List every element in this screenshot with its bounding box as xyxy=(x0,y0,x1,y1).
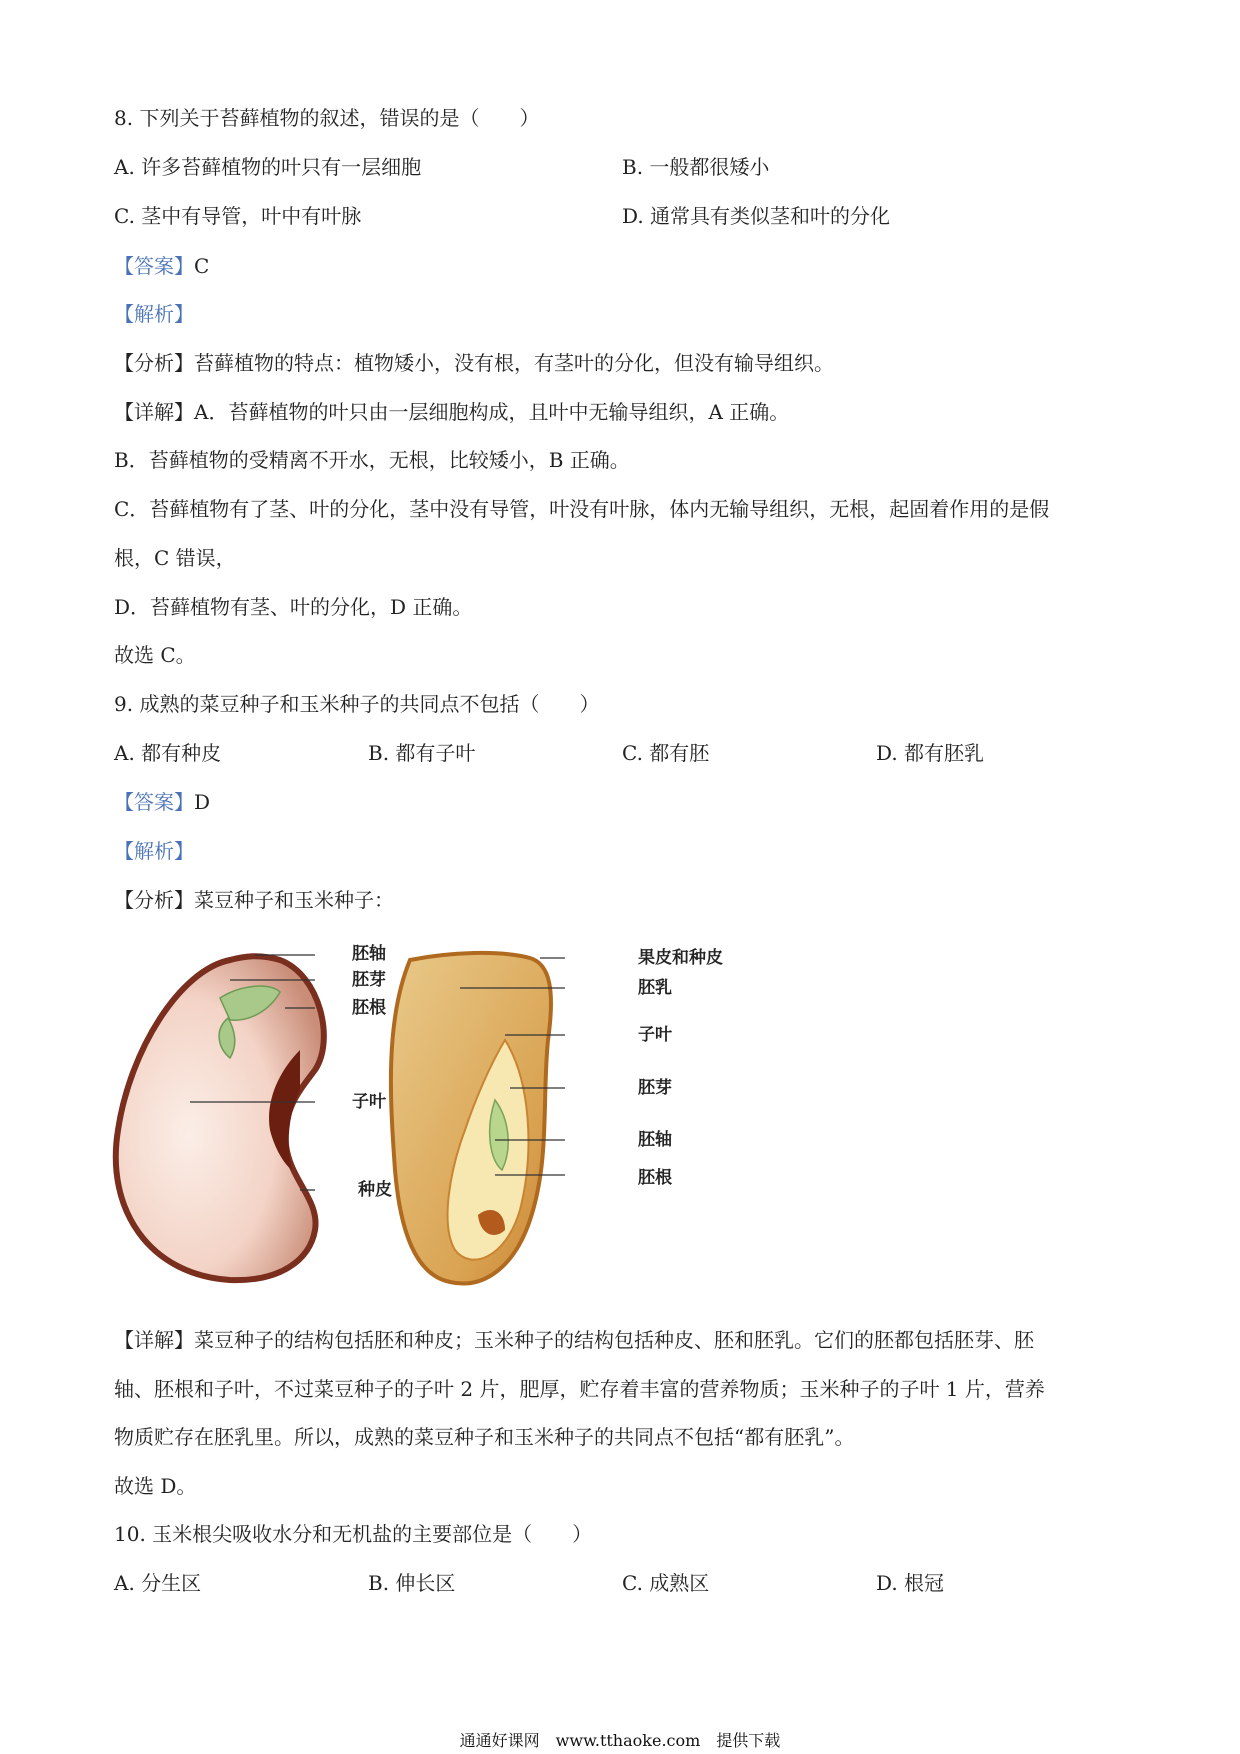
q10-option-c: C. 成熟区 xyxy=(622,1571,710,1595)
bean-label-cotyledon: 子叶 xyxy=(352,1092,386,1112)
corn-label-hypocotyl: 胚轴 xyxy=(638,1130,672,1150)
q8-answer-value: C xyxy=(194,254,210,278)
q9-xiangjie-2: 轴、胚根和子叶，不过菜豆种子的子叶 2 片，肥厚，贮存着丰富的营养物质；玉米种子的子叶 1 片，营养 xyxy=(114,1377,1045,1401)
q9-option-c: C. 都有胚 xyxy=(622,741,710,765)
q9-answer-tag: 【答案】 xyxy=(114,790,194,814)
q10-option-d: D. 根冠 xyxy=(876,1571,945,1595)
corn-label-endosperm: 胚乳 xyxy=(638,978,672,998)
q8-option-a: A. 许多苔藓植物的叶只有一层细胞 xyxy=(114,155,422,179)
q8-answer-tag: 【答案】 xyxy=(114,254,194,278)
q9-xiangjie-1: 【详解】菜豆种子的结构包括胚和种皮；玉米种子的结构包括种皮、胚和胚乳。它们的胚都包括胚芽、胚 xyxy=(114,1328,1034,1352)
q8-option-d: D. 通常具有类似茎和叶的分化 xyxy=(622,204,891,228)
bean-label-radicle: 胚根 xyxy=(352,998,386,1018)
q8-fenxi: 【分析】苔藓植物的特点：植物矮小，没有根，有茎叶的分化，但没有输导组织。 xyxy=(114,351,834,375)
corn-seed-figure xyxy=(391,953,551,1284)
q10-option-a: A. 分生区 xyxy=(114,1571,202,1595)
q8-xiangjie-3: C．苔藓植物有了茎、叶的分化，茎中没有导管，叶没有叶脉，体内无输导组织，无根，起固着作用的是假 xyxy=(114,497,1050,521)
q8-option-c: C. 茎中有导管，叶中有叶脉 xyxy=(114,204,362,228)
q8-xiangjie-4: 根，C 错误， xyxy=(114,546,236,570)
q8-answer xyxy=(114,252,209,280)
corn-label-cotyledon: 子叶 xyxy=(638,1025,672,1045)
q9-option-b: B. 都有子叶 xyxy=(368,741,476,765)
bean-seed-coat xyxy=(116,956,324,1280)
bean-label-seed-coat: 种皮 xyxy=(358,1180,392,1200)
q9-xiangjie-3: 物质贮存在胚乳里。所以，成熟的菜豆种子和玉米种子的共同点不包括“都有胚乳”。 xyxy=(114,1425,855,1449)
q9-option-d: D. 都有胚乳 xyxy=(876,741,985,765)
q9-answer xyxy=(114,788,210,816)
q9-option-a: A. 都有种皮 xyxy=(114,741,222,765)
corn-label-plumule: 胚芽 xyxy=(638,1078,672,1098)
q8-stem: 8. 下列关于苔藓植物的叙述，错误的是（ ） xyxy=(114,106,540,130)
q8-xiangjie-2: B．苔藓植物的受精离不开水，无根，比较矮小，B 正确。 xyxy=(114,448,630,472)
corn-label-pericarp: 果皮和种皮 xyxy=(638,948,723,968)
q8-option-b: B. 一般都很矮小 xyxy=(622,155,770,179)
q8-analysis-tag: 【解析】 xyxy=(114,302,194,326)
bean-seed-figure xyxy=(116,956,324,1280)
page-footer: 通通好课网 www.tthaoke.com 提供下载 xyxy=(459,1731,781,1750)
q10-option-b: B. 伸长区 xyxy=(368,1571,456,1595)
q10-stem: 10. 玉米根尖吸收水分和无机盐的主要部位是（ ） xyxy=(114,1522,593,1546)
corn-label-radicle: 胚根 xyxy=(638,1168,672,1188)
bean-label-hypocotyl: 胚轴 xyxy=(352,944,386,964)
bean-label-plumule: 胚芽 xyxy=(352,970,386,990)
q8-xiangjie-1: 【详解】A．苔藓植物的叶只由一层细胞构成，且叶中无输导组织，A 正确。 xyxy=(114,400,790,424)
q8-xiangjie-5: D．苔藓植物有茎、叶的分化，D 正确。 xyxy=(114,595,473,619)
q9-conclusion: 故选 D。 xyxy=(114,1474,197,1498)
q9-stem: 9. 成熟的菜豆种子和玉米种子的共同点不包括（ ） xyxy=(114,692,600,716)
q9-fenxi: 【分析】菜豆种子和玉米种子： xyxy=(114,888,394,912)
q9-answer-value: D xyxy=(194,790,211,814)
q9-analysis-tag: 【解析】 xyxy=(114,839,194,863)
q8-conclusion: 故选 C。 xyxy=(114,643,196,667)
